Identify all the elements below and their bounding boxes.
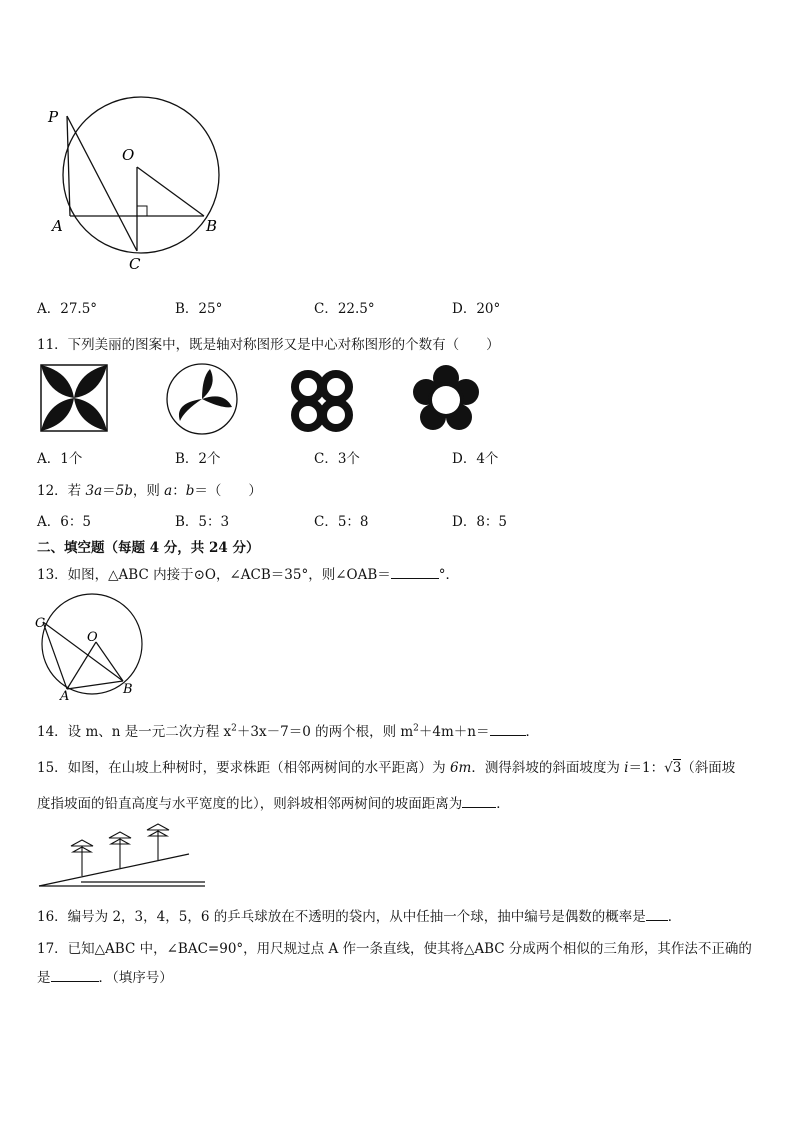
q15-text-d: （斜面坡: [681, 760, 736, 776]
q17-line2-end: ．（填序号）: [98, 970, 173, 986]
q12-option-c: C．5：8: [314, 514, 369, 530]
q11-option-d: D．4个: [452, 451, 499, 467]
q16-answer-blank[interactable]: [646, 908, 668, 921]
circle: [63, 97, 219, 253]
q12-stem: [37, 479, 262, 499]
q17-line-1: 17．已知△ABC 中，∠BAC=90°，用尺规过点 A 作一条直线，使其将△ABC 分成两个相似的三角形，其作法不正确的: [37, 941, 752, 957]
q10-option-c: C．22.5°: [314, 301, 375, 317]
q12-end: ＝（ ）: [194, 483, 262, 499]
q15-dist: 6m: [449, 760, 472, 776]
q14-text-d: ．: [525, 724, 539, 740]
q15-sqrt-sign: √: [664, 760, 673, 776]
q15-line2-end: ．: [496, 796, 510, 812]
q12-3a: 3a: [85, 483, 103, 499]
label-A: A: [52, 217, 63, 235]
q12-option-a: A．6：5: [37, 514, 91, 530]
q13-label-B: B: [123, 682, 133, 697]
q11-option-c: C．3个: [314, 451, 360, 467]
label-B: B: [206, 217, 218, 235]
q11-option-a: A．1个: [37, 451, 83, 467]
q14-sup1: 2: [231, 723, 237, 734]
q12-option-b: B．5：3: [175, 514, 230, 530]
q13-label-O: O: [87, 630, 98, 645]
q12-eq: ＝: [102, 483, 116, 499]
q12-option-d: D．8：5: [452, 514, 508, 530]
q16-stem: [37, 905, 681, 925]
pattern-2-three-blades: [166, 363, 238, 435]
q15-line2-text: 度指坡面的铅直高度与水平宽度的比），则斜坡相邻两树间的坡面距离为: [37, 796, 463, 812]
label-O: O: [122, 146, 135, 164]
q14-sup2: 2: [413, 723, 419, 734]
q15-i: i: [624, 760, 629, 776]
q14-text-b: ＋3x－7＝0 的两个根，则 m: [236, 724, 414, 740]
q15-answer-blank[interactable]: [462, 795, 496, 808]
q12-a: a: [164, 483, 173, 499]
q14-text-a: 14．设 m、n 是一元二次方程 x: [37, 724, 232, 740]
q14-text-c: ＋4m＋n＝: [418, 724, 490, 740]
line-PC: [67, 116, 137, 251]
q12-5b: 5b: [115, 483, 133, 499]
q12-mid: ，则: [132, 483, 165, 499]
q13-label-A: A: [60, 689, 70, 700]
q16-end: ．: [667, 909, 682, 925]
pattern-4-flower: [410, 364, 482, 436]
pattern-3-four-rings: [286, 367, 358, 435]
pattern-1-square-petals: [40, 364, 108, 432]
q13-stem-end: °．: [438, 567, 460, 583]
label-C: C: [129, 255, 141, 273]
q12-b: b: [185, 483, 195, 499]
q12-colon: ：: [172, 483, 186, 499]
q15-text-c: ＝1：: [628, 760, 665, 776]
q15-text-b: ．测得斜坡的斜面坡度为: [471, 760, 625, 776]
q15-line-2: [37, 792, 510, 812]
q15-text-a: 15．如图，在山坡上种树时，要求株距（相邻两树间的水平距离）为: [37, 760, 450, 776]
q13-stem: [37, 563, 459, 583]
q10-option-b: B．25°: [175, 301, 223, 317]
q13-answer-blank[interactable]: [391, 566, 439, 579]
q17-line2-text: 是: [37, 970, 51, 986]
label-P: P: [48, 108, 59, 126]
q17-line-2: [37, 966, 173, 986]
q16-text: 16．编号为 2，3，4，5，6 的乒乓球放在不透明的袋内，从中任抽一个球，抽中编号是偶数的概率是: [37, 909, 646, 925]
q11-option-b: B．2个: [175, 451, 221, 467]
q11-stem: 11．下列美丽的图案中，既是轴对称图形又是中心对称图形的个数有（ ）: [37, 337, 500, 353]
q13-label-C: C: [35, 616, 45, 631]
q14-answer-blank[interactable]: [490, 723, 526, 736]
q15-line-1: [37, 756, 735, 776]
q13-circle-figure: [34, 592, 154, 700]
q10-option-a: A．27.5°: [37, 301, 98, 317]
q10-option-d: D．20°: [452, 301, 501, 317]
q15-root: 3: [672, 760, 682, 776]
q14-stem: [37, 720, 539, 740]
q17-answer-blank[interactable]: [51, 969, 99, 982]
q12-num: 12．若: [37, 483, 86, 499]
q15-slope-figure: [37, 820, 209, 890]
right-angle-mark: [137, 206, 147, 216]
section-2-title: 二、填空题（每题 4 分，共 24 分）: [37, 540, 260, 556]
q10-circle-figure: [40, 85, 230, 280]
q13-stem-text: 13．如图，△ABC 内接于⊙O，∠ACB＝35°，则∠OAB＝: [37, 567, 391, 583]
